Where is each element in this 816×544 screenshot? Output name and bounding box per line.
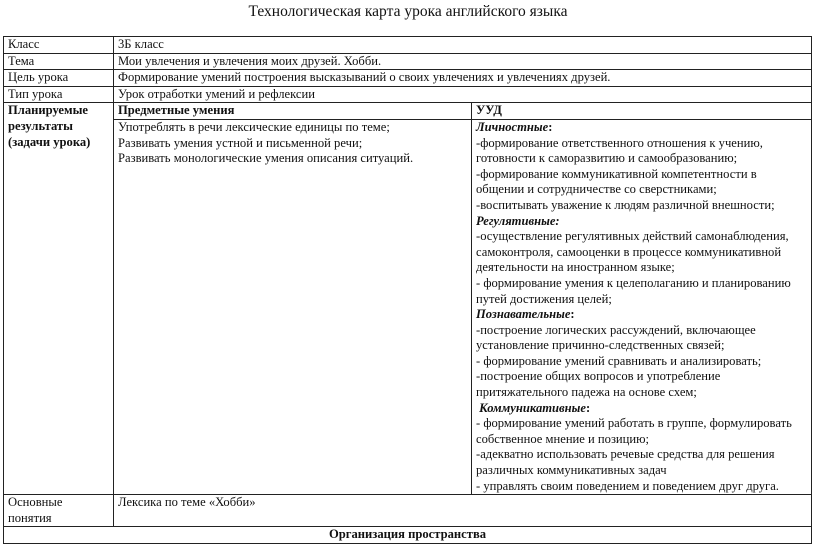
planned-content-row [4,119,812,494]
type-row [4,86,812,103]
uud-item: -формирование ответственного отношения к учению, готовности к саморазвитию и самообразованию; [476,135,763,166]
planned-results-label [4,103,114,495]
planned-label-line: результаты [8,118,73,133]
subject-skills-cell [114,119,472,494]
type-label: Тип урока [4,86,114,103]
concepts-value: Лексика по теме «Хобби» [114,495,812,527]
uud-cognitive-title: Познавательные [476,307,571,322]
topic-row [4,53,812,70]
class-row [4,37,812,54]
space-row [4,527,812,544]
planned-header-row [4,103,812,120]
uud-item: -формирование коммуникативной компетентности в общении и сотрудничестве со сверстниками; [476,166,757,197]
planned-label-line: (задачи урока) [8,134,91,149]
page-title: Технологическая карта урока английского языка [248,3,568,20]
subject-skill-item: Употреблять в речи лексические единицы по теме; [118,119,390,134]
goal-label: Цель урока [4,70,114,87]
uud-personal-title: Личностные [476,119,549,134]
uud-item: -адекватно использовать речевые средства для решения различных коммуникативных задач [476,447,775,478]
subject-skill-item: Развивать монологические умения описания ситуаций. [118,151,414,166]
class-label: Класс [4,37,114,54]
concepts-label [4,495,114,527]
type-value: Урок отработки умений и рефлексии [114,86,812,103]
topic-value: Мои увлечения и увлечения моих друзей. Хобби. [114,53,812,70]
concepts-label-line: понятия [8,510,52,525]
uud-personal-heading: Личностные: [476,119,553,134]
uud-cognitive-heading: Познавательные: [476,307,575,322]
goal-value: Формирование умений построения высказываний о своих увлечениях и увлечениях друзей. [114,70,812,87]
uud-regulatory-title: Регулятивные: [476,213,560,228]
uud-communicative-heading: Коммуникативные: [479,400,591,415]
planned-label-line: Планируемые [8,103,89,118]
uud-item: - формирование умений сравнивать и анализировать; [476,353,762,368]
uud-item: -осуществление регулятивных действий самонаблюдения, самоконтроля, самооценки в процессе коммуникативной деятельности на иностранном языке; [476,229,789,275]
subject-skills-header: Предметные умения [114,103,472,120]
uud-item: -построение логических рассуждений, включающее установление причинно-следственных связей; [476,322,756,353]
topic-label: Тема [4,53,114,70]
concepts-row [4,495,812,527]
uud-item: -построение общих вопросов и употребление притяжательного падежа на основе схем; [476,369,721,400]
uud-communicative-title: Коммуникативные [479,400,586,415]
space-organization-header: Организация пространства [4,527,812,544]
uud-item: - формирование умений работать в группе, формулировать собственное мнение и позицию; [476,416,792,446]
concepts-label-line: Основные [8,495,63,510]
lesson-plan-table [3,36,812,544]
goal-row [4,70,812,87]
subject-skill-item: Развивать умения устной и письменной речи; [118,135,363,150]
class-value: 3Б класс [114,37,812,54]
uud-item: - формирование умения к целеполаганию и планированию путей достижения целей; [476,275,791,306]
uud-cell [472,119,812,494]
uud-header: УУД [472,103,812,120]
uud-item: -воспитывать уважение к людям различной внешности; [476,197,775,212]
uud-item: - управлять своим поведением и поведением друг друга. [476,478,779,493]
